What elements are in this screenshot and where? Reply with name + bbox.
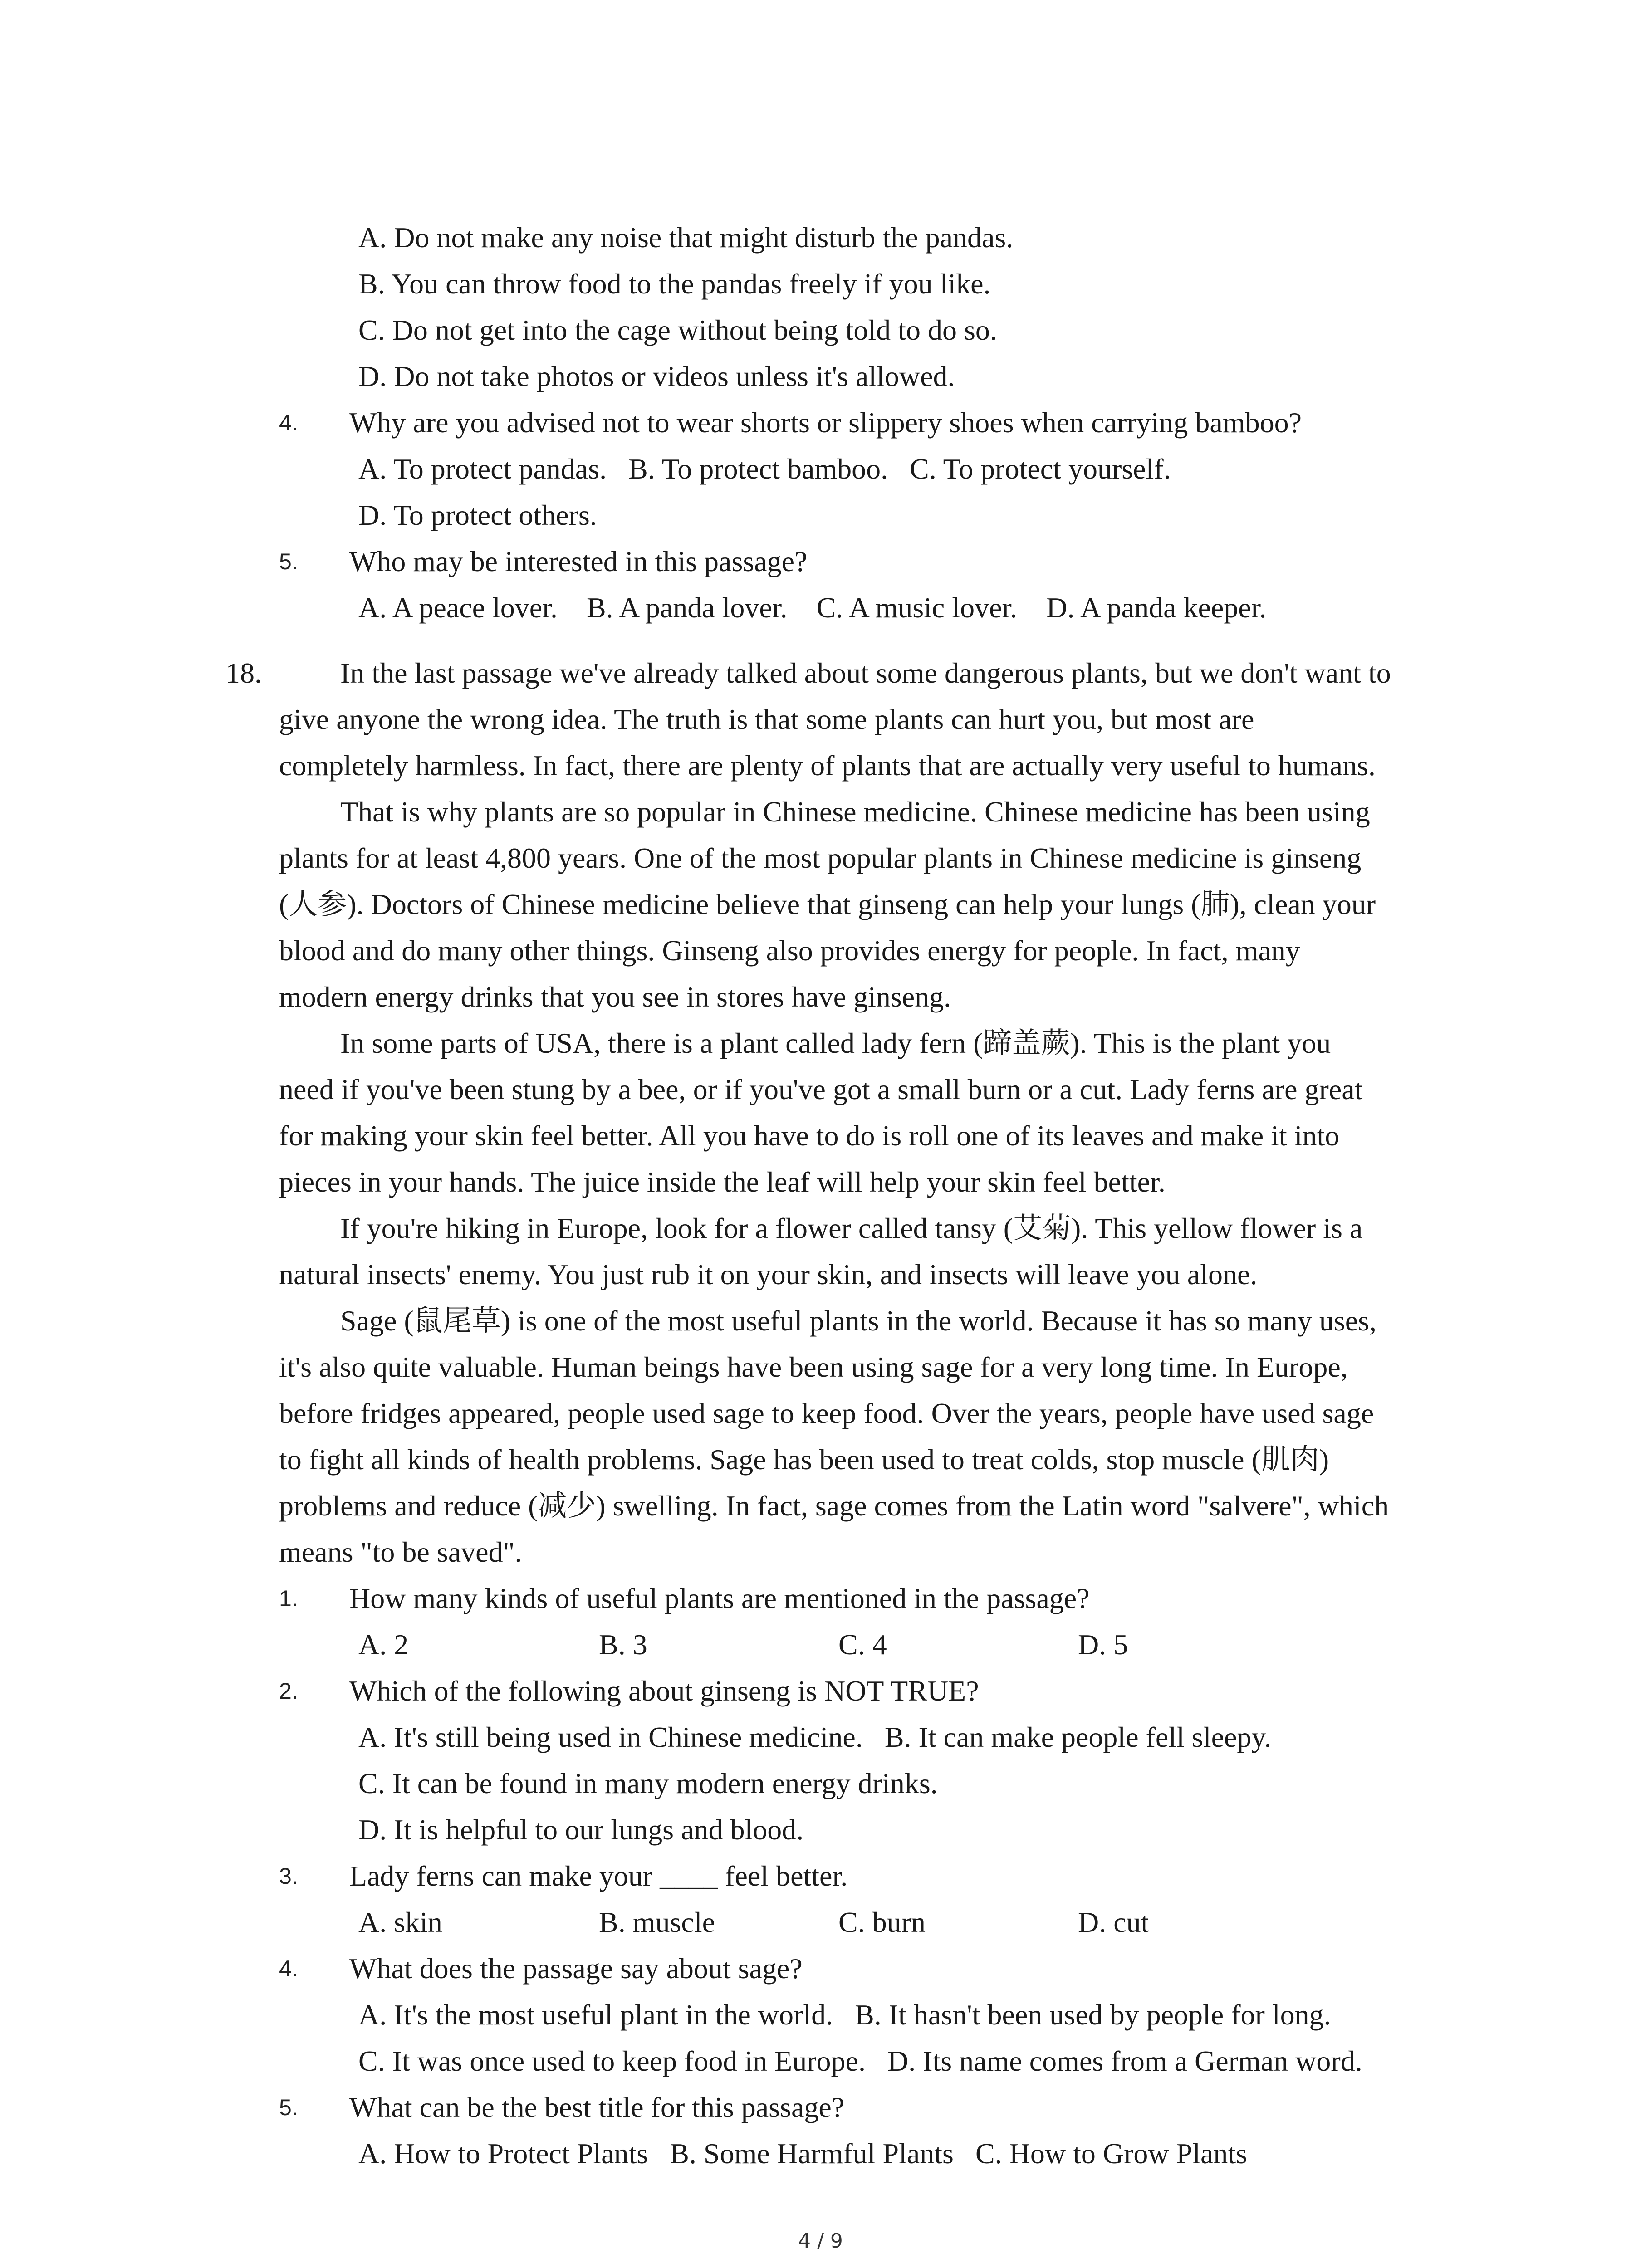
- passage-line: before fridges appeared, people used sage to keep food. Over the years, people have used sage: [279, 1397, 1374, 1429]
- option-b: B. muscle: [599, 1906, 715, 1938]
- option-b: B. 3: [599, 1628, 647, 1661]
- option-a: A. 2: [358, 1628, 409, 1661]
- q17-q3-option-c: C. Do not get into the cage without being told to do so.: [358, 314, 997, 346]
- passage-line: In some parts of USA, there is a plant called lady fern (蹄盖蕨). This is the plant you: [340, 1027, 1331, 1059]
- option-d: D. 5: [1078, 1628, 1128, 1661]
- question-text: Which of the following about ginseng is NOT TRUE?: [349, 1675, 979, 1707]
- page-number: 4 / 9: [798, 2229, 843, 2253]
- passage-line: If you're hiking in Europe, look for a flower called tansy (艾菊). This yellow flower is a: [340, 1212, 1363, 1244]
- question-number: 1.: [279, 1586, 298, 1611]
- passage-line: In the last passage we've already talked about some dangerous plants, but we don't want to: [340, 657, 1391, 689]
- question-text: What does the passage say about sage?: [349, 1952, 803, 1984]
- question-text: What can be the best title for this passage?: [349, 2091, 845, 2123]
- passage-line: problems and reduce (减少) swelling. In fact, sage comes from the Latin word "salvere", which: [279, 1490, 1389, 1522]
- passage-line: need if you've been stung by a bee, or if you've got a small burn or a cut. Lady ferns are great: [279, 1073, 1363, 1105]
- question-number: 5.: [279, 2095, 298, 2120]
- passage-line: modern energy drinks that you see in stores have ginseng.: [279, 981, 951, 1013]
- passage-line: pieces in your hands. The juice inside the leaf will help your skin feel better.: [279, 1166, 1166, 1198]
- option-c: C. burn: [838, 1906, 926, 1938]
- q17-q4-option-d: D. To protect others.: [358, 499, 597, 531]
- q17-q5-question: Who may be interested in this passage?: [349, 545, 808, 577]
- options-line: A. It's the most useful plant in the world. B. It hasn't been used by people for long.: [358, 1999, 1331, 2031]
- passage-line: completely harmless. In fact, there are plenty of plants that are actually very useful to humans.: [279, 749, 1376, 782]
- q17-q3-option-a: A. Do not make any noise that might disturb the pandas.: [358, 221, 1014, 254]
- section-number: 18.: [225, 657, 262, 689]
- passage-line: for making your skin feel better. All you have to do is roll one of its leaves and make it into: [279, 1119, 1340, 1152]
- options-line: A. It's still being used in Chinese medicine. B. It can make people fell sleepy.: [358, 1721, 1272, 1753]
- question-text: How many kinds of useful plants are mentioned in the passage?: [349, 1582, 1090, 1614]
- passage-line: Sage (鼠尾草) is one of the most useful plants in the world. Because it has so many uses,: [340, 1305, 1377, 1337]
- options-line: A. How to Protect Plants B. Some Harmful Plants C. How to Grow Plants: [358, 2137, 1248, 2170]
- option-c: C. 4: [838, 1628, 887, 1661]
- question-number: 2.: [279, 1678, 298, 1704]
- question-text: Lady ferns can make your ____ feel better.: [349, 1860, 848, 1892]
- option-a: A. skin: [358, 1906, 442, 1938]
- question-number: 3.: [279, 1863, 298, 1889]
- q17-q4-options: A. To protect pandas. B. To protect bamboo. C. To protect yourself.: [358, 453, 1171, 485]
- passage-line: give anyone the wrong idea. The truth is that some plants can hurt you, but most are: [279, 703, 1254, 735]
- passage-line: natural insects' enemy. You just rub it on your skin, and insects will leave you alone.: [279, 1258, 1258, 1290]
- passage-line: plants for at least 4,800 years. One of the most popular plants in Chinese medicine is ginseng: [279, 842, 1362, 874]
- q17-q5-number: 5.: [279, 549, 298, 574]
- option-d: D. cut: [1078, 1906, 1149, 1938]
- q17-q4-question: Why are you advised not to wear shorts or slippery shoes when carrying bamboo?: [349, 406, 1302, 439]
- q17-q4-number: 4.: [279, 410, 298, 435]
- passage-line: means "to be saved".: [279, 1536, 522, 1568]
- passage-line: blood and do many other things. Ginseng also provides energy for people. In fact, many: [279, 934, 1300, 967]
- passage-line: it's also quite valuable. Human beings have been using sage for a very long time. In Europe,: [279, 1351, 1348, 1383]
- q17-q3-option-b: B. You can throw food to the pandas freely if you like.: [358, 268, 991, 300]
- q17-q5-options: A. A peace lover. B. A panda lover. C. A music lover. D. A panda keeper.: [358, 591, 1267, 624]
- q17-q3-option-d: D. Do not take photos or videos unless it's allowed.: [358, 360, 955, 392]
- passage-line: (人参). Doctors of Chinese medicine believe that ginseng can help your lungs (肺), clean your: [279, 888, 1376, 920]
- passage-line: That is why plants are so popular in Chinese medicine. Chinese medicine has been using: [340, 796, 1370, 828]
- options-line: C. It was once used to keep food in Europe. D. Its name comes from a German word.: [358, 2045, 1362, 2077]
- options-line: D. It is helpful to our lungs and blood.: [358, 1813, 804, 1846]
- passage-line: to fight all kinds of health problems. Sage has been used to treat colds, stop muscle (肌肉): [279, 1443, 1329, 1476]
- question-number: 4.: [279, 1956, 298, 1981]
- options-line: C. It can be found in many modern energy drinks.: [358, 1767, 938, 1799]
